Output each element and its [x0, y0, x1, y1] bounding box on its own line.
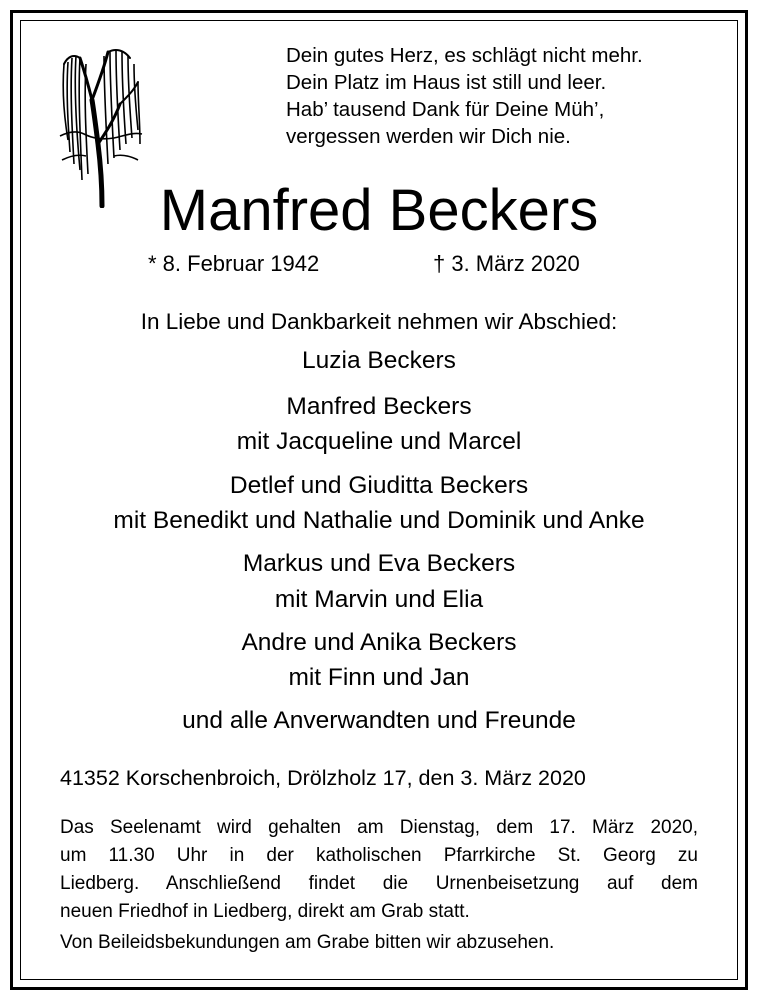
mourner-line: Markus und Eva Beckers: [242, 550, 516, 577]
mourner-line: mit Marvin und Elia: [274, 586, 484, 613]
poem-line: Dein Platz im Haus ist still und leer.: [286, 71, 607, 94]
farewell-intro: In Liebe und Dankbarkeit nehmen wir Abschied:: [140, 309, 618, 334]
deceased-name: Manfred Beckers: [159, 178, 599, 243]
mourner-line: Manfred Beckers: [286, 393, 472, 420]
poem-line: Dein gutes Herz, es schlägt nicht mehr.: [286, 44, 643, 67]
death-date: † 3. März 2020: [433, 251, 580, 276]
address-line: 41352 Korschenbroich, Drölzholz 17, den 3. März 2020: [60, 766, 586, 790]
funeral-notice: [60, 814, 698, 926]
mourner-line: Detlef und Giuditta Beckers: [229, 472, 529, 499]
mourner-line: Andre und Anika Beckers: [241, 629, 517, 656]
poem-line: Hab’ tausend Dank für Deine Müh’,: [286, 98, 605, 121]
mourner-line: mit Finn und Jan: [288, 664, 470, 691]
mourner-line: mit Jacqueline und Marcel: [236, 428, 522, 455]
poem-line: vergessen werden wir Dich nie.: [286, 125, 571, 148]
condolence-note: Von Beileidsbekundungen am Grabe bitten wir abzusehen.: [60, 932, 555, 953]
notice-line: um 11.30 Uhr in der katholischen Pfarrkirche St. Georg zu: [60, 845, 698, 866]
birth-date: * 8. Februar 1942: [148, 251, 320, 276]
notice-line: Das Seelenamt wird gehalten am Dienstag, dem 17. März 2020,: [60, 817, 698, 838]
notice-line: Liedberg. Anschließend findet die Urnenbeisetzung auf dem: [60, 873, 698, 894]
mourner-line: und alle Anverwandten und Freunde: [182, 707, 576, 734]
mourner-line: mit Benedikt und Nathalie und Dominik und Anke: [113, 507, 645, 534]
memorial-poem: [286, 42, 643, 150]
notice-line: neuen Friedhof in Liedberg, direkt am Grab statt.: [60, 901, 470, 922]
mourner-line: Luzia Beckers: [302, 347, 456, 374]
